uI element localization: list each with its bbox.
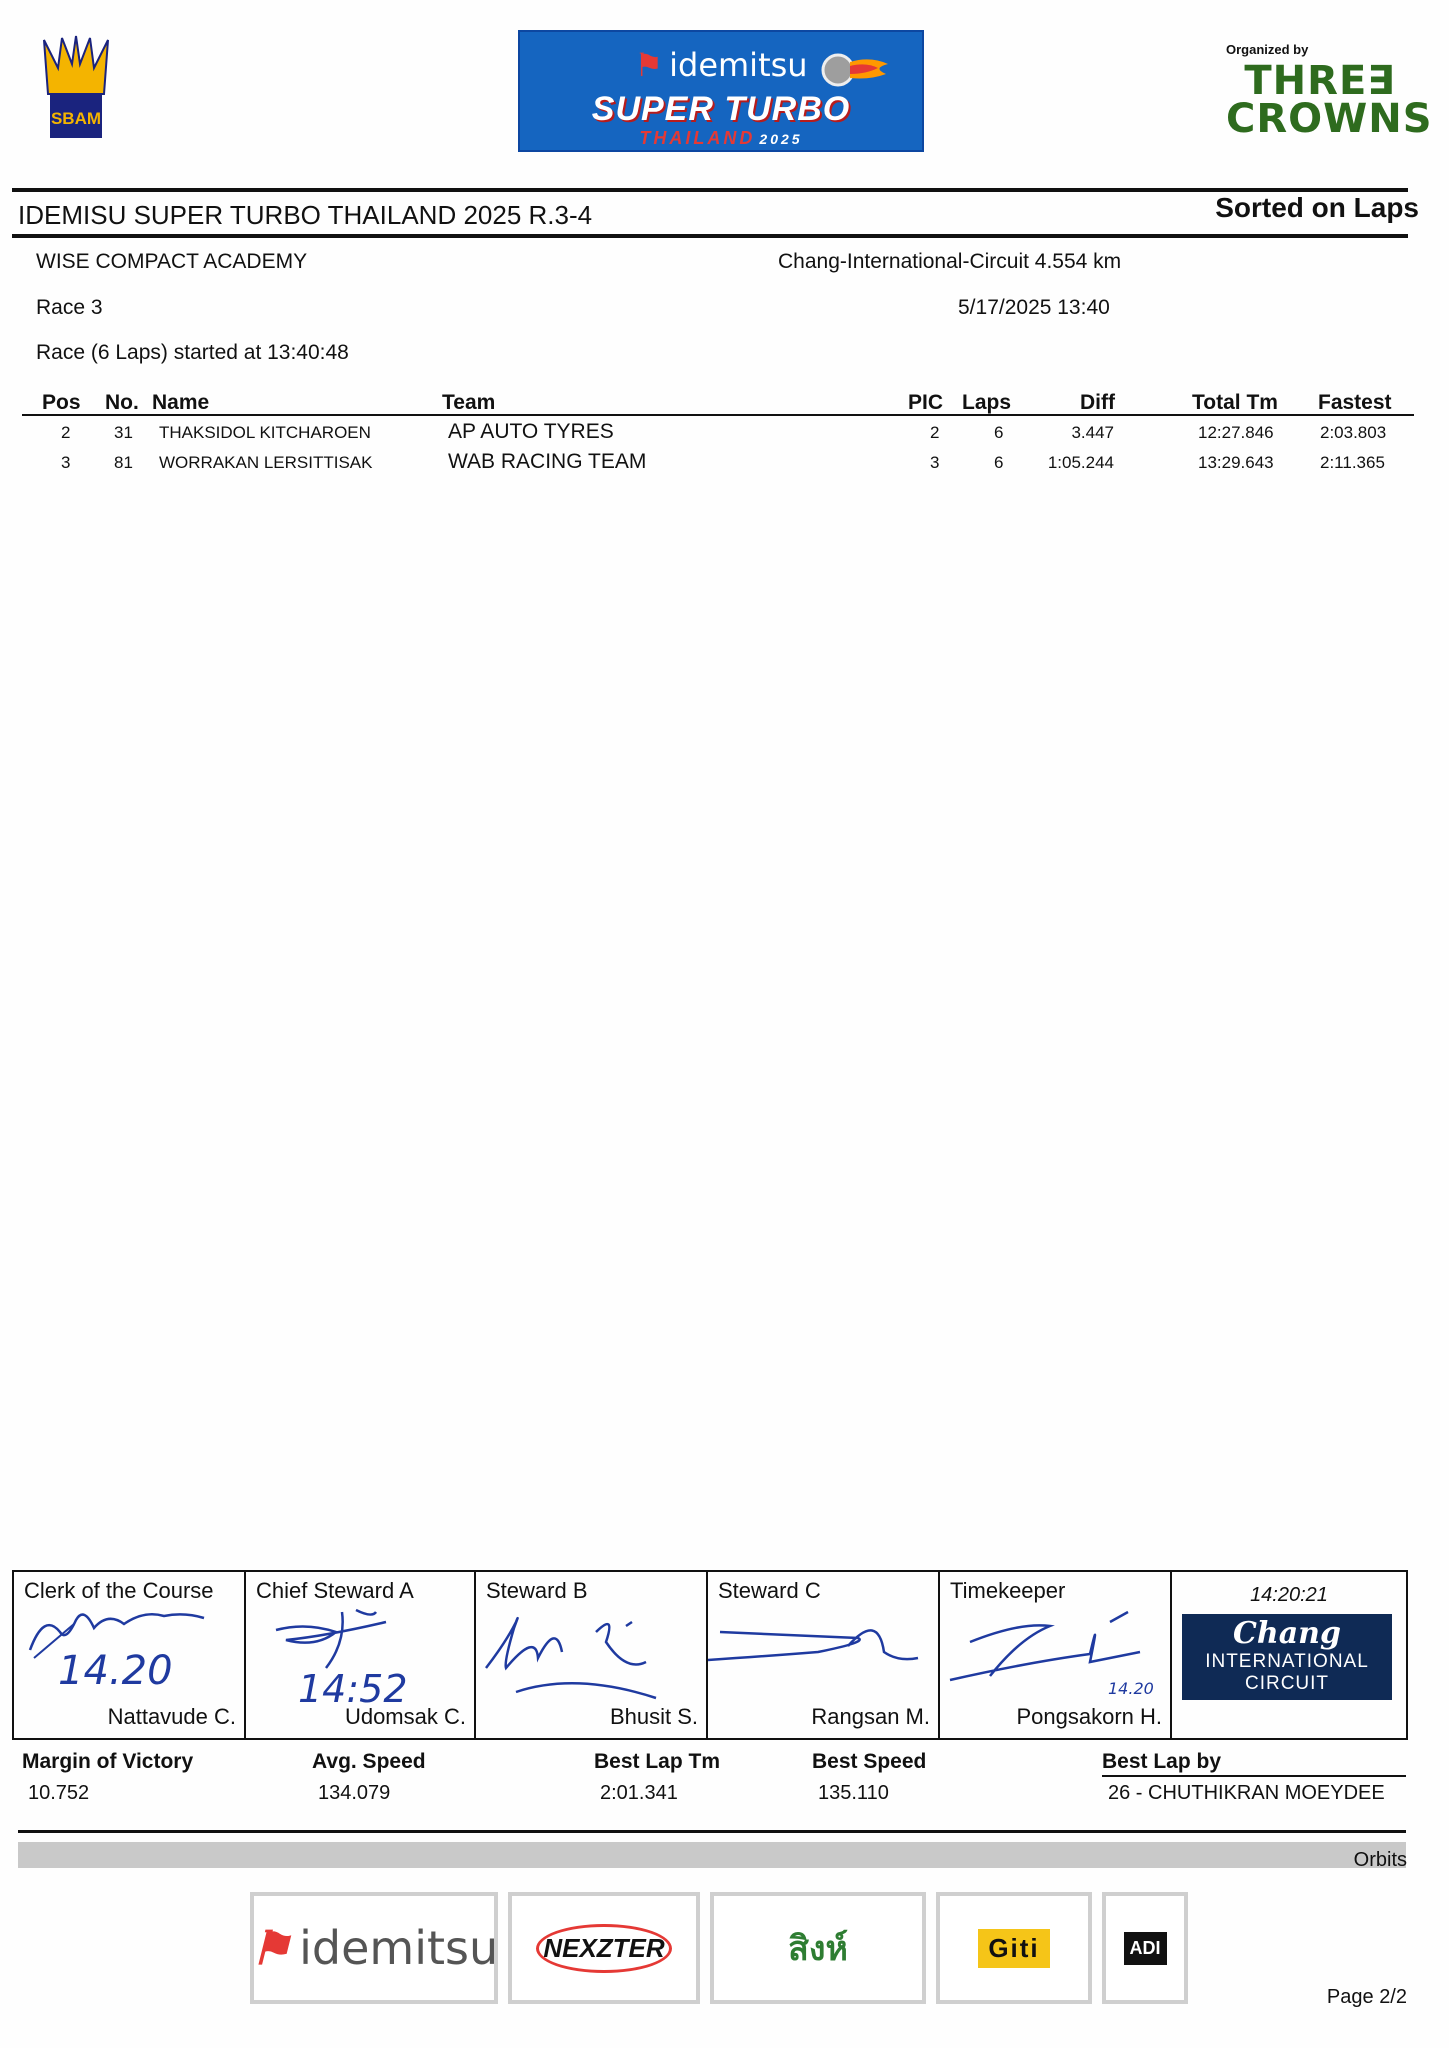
col-header-diff: Diff: [1080, 391, 1115, 414]
footer-rule: [18, 1830, 1406, 1833]
race-datetime: 5/17/2025 13:40: [958, 296, 1110, 319]
steward-b-cell: Steward B Bhusit S.: [476, 1572, 708, 1738]
print-time: 14:20:21: [1250, 1584, 1328, 1606]
svg-text:SBAM: SBAM: [50, 109, 102, 128]
header-rule: [22, 414, 1414, 416]
stats-rule: [1102, 1775, 1406, 1777]
orbits-band: [18, 1842, 1406, 1868]
timestamp-cell: [1172, 1572, 1406, 1738]
best-lap-tm-label: Best Lap Tm: [594, 1750, 721, 1773]
col-header-name: Name: [152, 391, 210, 414]
col-header-total-tm: Total Tm: [1192, 391, 1278, 414]
col-header-pic: PIC: [908, 391, 944, 414]
organized-by-label: Organized by: [1226, 42, 1309, 57]
sponsor-idemitsu-logo: ⚑ idemitsu: [250, 1892, 498, 2004]
steward-c-cell: Steward C Rangsan M.: [708, 1572, 940, 1738]
title-bottom-rule: [12, 234, 1408, 238]
race-start: Race (6 Laps) started at 13:40:48: [36, 341, 349, 364]
avg-speed-label: Avg. Speed: [312, 1750, 426, 1773]
sponsor-nexzter-logo: NEXZTER: [508, 1892, 700, 2004]
best-lap-by-value: 26 - CHUTHIKRAN MOEYDEE: [1108, 1782, 1385, 1804]
sponsor-singha-logo: สิงห์: [710, 1892, 926, 2004]
three-crowns-logo: THRE∃ CROWNS: [1226, 58, 1433, 142]
col-header-no: No.: [105, 391, 139, 414]
margin-of-victory-label: Margin of Victory: [22, 1750, 194, 1773]
timekeeper-cell: Timekeeper 14.20 Pongsakorn H.: [940, 1572, 1172, 1738]
page-title: IDEMISU SUPER TURBO THAILAND 2025 R.3-4: [18, 200, 593, 230]
circuit-name: Chang-International-Circuit 4.554 km: [778, 250, 1122, 273]
idemitsu-flag-icon: ⚑: [249, 1922, 292, 1974]
turbo-flame-icon: [820, 50, 890, 90]
idemitsu-flag-icon: ⚑: [634, 46, 664, 84]
col-header-pos: Pos: [42, 391, 81, 414]
svg-text:14:52: 14:52: [298, 1667, 408, 1711]
table-row: 2 31 THAKSIDOL KITCHAROEN AP AUTO TYRES 2 6 3.447 12:27.846 2:03.803: [61, 420, 1387, 443]
svg-text:14.20: 14.20: [58, 1648, 173, 1694]
table-row: 3 81 WORRAKAN LERSITTISAK WAB RACING TEAM 3 6 1:05.244 13:29.643 2:11.365: [61, 450, 1385, 473]
best-lap-by-label: Best Lap by: [1102, 1750, 1222, 1773]
title-top-rule: [12, 188, 1408, 192]
col-header-laps: Laps: [962, 391, 1012, 414]
svg-text:14.20: 14.20: [1108, 1679, 1154, 1698]
chief-steward-a-cell: Chief Steward A 14:52 Udomsak C.: [246, 1572, 476, 1738]
best-speed-label: Best Speed: [812, 1750, 927, 1773]
sort-label: Sorted on Laps: [1215, 192, 1419, 223]
best-lap-tm-value: 2:01.341: [600, 1782, 678, 1804]
sbam-logo: [42, 34, 110, 146]
sponsor-giti-logo: Giti: [936, 1892, 1092, 2004]
class-name: WISE COMPACT ACADEMY: [36, 250, 308, 273]
col-header-fastest: Fastest: [1318, 391, 1392, 414]
chang-circuit-logo: Chang INTERNATIONAL CIRCUIT: [1182, 1614, 1392, 1700]
race-name: Race 3: [36, 296, 103, 319]
idemitsu-super-turbo-logo: ⚑ idemitsu SUPER TURBO THAILAND 2025: [518, 30, 924, 152]
signoff-box: [12, 1570, 1408, 1740]
sponsor-adi-logo: ADI: [1102, 1892, 1188, 2004]
clerk-of-course-cell: Clerk of the Course 14.20 Nattavude C.: [14, 1572, 246, 1738]
col-header-team: Team: [442, 391, 496, 414]
margin-of-victory-value: 10.752: [28, 1782, 90, 1804]
page-number: Page 2/2: [1326, 1986, 1407, 2008]
avg-speed-value: 134.079: [318, 1782, 391, 1804]
best-speed-value: 135.110: [818, 1782, 889, 1804]
orbits-label: Orbits: [1353, 1849, 1407, 1871]
